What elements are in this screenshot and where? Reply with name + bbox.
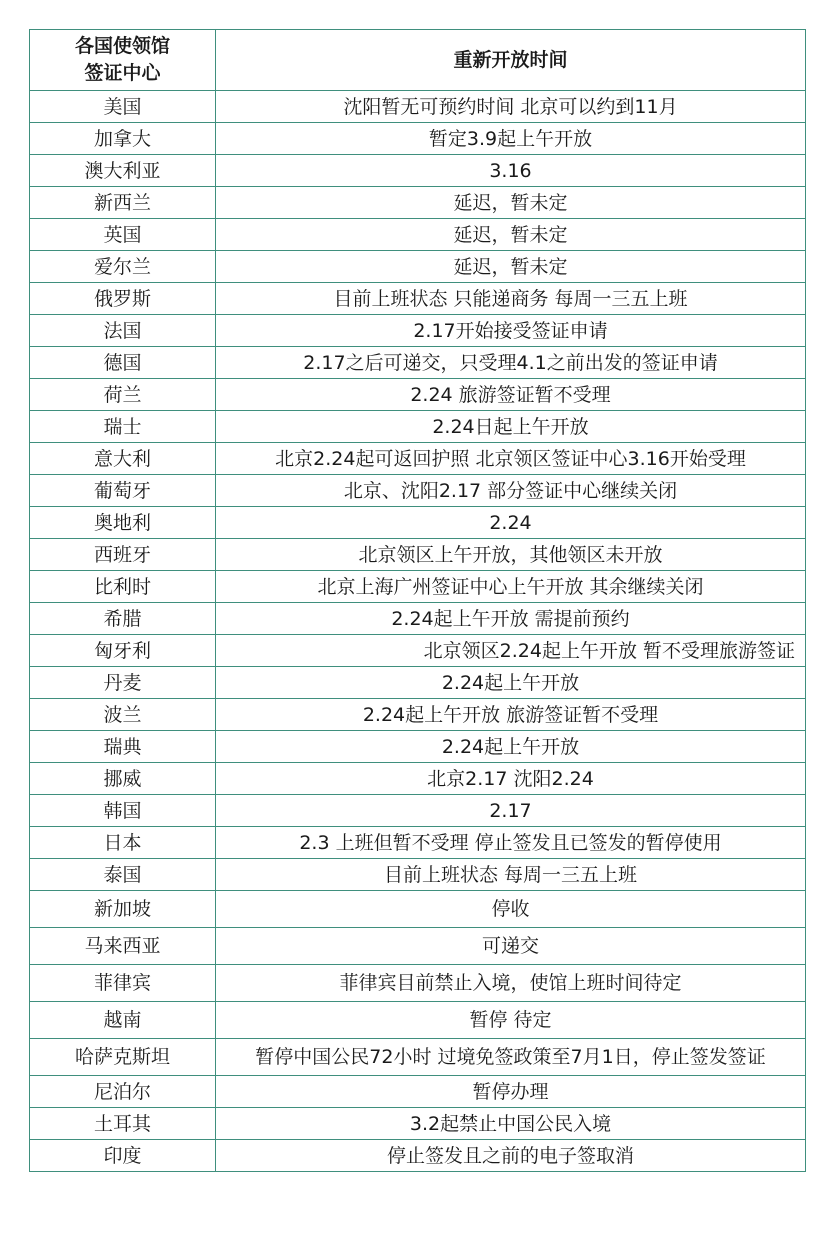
country-cell: 韩国: [30, 795, 216, 827]
reopen-status-cell: 沈阳暂无可预约时间 北京可以约到11月: [216, 91, 806, 123]
reopen-status-cell: 延迟，暂未定: [216, 187, 806, 219]
table-row: [30, 379, 806, 411]
table-row: [30, 1108, 806, 1140]
header-reopen-time-column: 重新开放时间: [216, 30, 806, 91]
country-cell: 法国: [30, 315, 216, 347]
table-row: [30, 667, 806, 699]
table-row: [30, 1039, 806, 1076]
country-cell: 葡萄牙: [30, 475, 216, 507]
reopen-status-cell: 2.24: [216, 507, 806, 539]
reopen-status-cell: 暂停办理: [216, 1076, 806, 1108]
reopen-status-cell: 菲律宾目前禁止入境，使馆上班时间待定: [216, 965, 806, 1002]
country-cell: 新西兰: [30, 187, 216, 219]
header-country-column: [30, 30, 216, 91]
reopen-status-cell: 暂停中国公民72小时 过境免签政策至7月1日，停止签发签证: [216, 1039, 806, 1076]
country-cell: 加拿大: [30, 123, 216, 155]
country-cell: 希腊: [30, 603, 216, 635]
table-row: [30, 91, 806, 123]
table-row: [30, 507, 806, 539]
reopen-status-cell: 2.24 旅游签证暂不受理: [216, 379, 806, 411]
country-cell: 土耳其: [30, 1108, 216, 1140]
reopen-status-cell: 暂停 待定: [216, 1002, 806, 1039]
table-row: [30, 123, 806, 155]
reopen-status-cell: 停收: [216, 891, 806, 928]
country-cell: 泰国: [30, 859, 216, 891]
table-row: [30, 155, 806, 187]
country-cell: 德国: [30, 347, 216, 379]
country-cell: 日本: [30, 827, 216, 859]
country-cell: 澳大利亚: [30, 155, 216, 187]
country-cell: 西班牙: [30, 539, 216, 571]
reopen-status-cell: 2.24起上午开放 需提前预约: [216, 603, 806, 635]
table-row: [30, 731, 806, 763]
country-cell: 印度: [30, 1140, 216, 1172]
country-cell: 奥地利: [30, 507, 216, 539]
table-row: [30, 763, 806, 795]
table-row: [30, 1076, 806, 1108]
country-cell: 菲律宾: [30, 965, 216, 1002]
reopen-status-cell: 3.2起禁止中国公民入境: [216, 1108, 806, 1140]
table-row: [30, 475, 806, 507]
country-cell: 哈萨克斯坦: [30, 1039, 216, 1076]
table-row: [30, 1140, 806, 1172]
reopen-status-cell: 2.24起上午开放 旅游签证暂不受理: [216, 699, 806, 731]
reopen-status-cell: 3.16: [216, 155, 806, 187]
table-row: [30, 827, 806, 859]
country-cell: 比利时: [30, 571, 216, 603]
country-cell: 波兰: [30, 699, 216, 731]
reopen-status-cell: 目前上班状态 每周一三五上班: [216, 859, 806, 891]
country-cell: 美国: [30, 91, 216, 123]
country-cell: 荷兰: [30, 379, 216, 411]
country-cell: 瑞典: [30, 731, 216, 763]
reopen-status-cell: 可递交: [216, 928, 806, 965]
header-country-line2: 签证中心: [84, 62, 161, 84]
reopen-status-cell: 2.3 上班但暂不受理 停止签发且已签发的暂停使用: [216, 827, 806, 859]
country-cell: 匈牙利: [30, 635, 216, 667]
table-row: [30, 795, 806, 827]
table-row: [30, 347, 806, 379]
reopen-status-cell: 北京2.17 沈阳2.24: [216, 763, 806, 795]
country-cell: 瑞士: [30, 411, 216, 443]
table-row: [30, 928, 806, 965]
reopen-status-cell: 2.24起上午开放: [216, 731, 806, 763]
country-cell: 新加坡: [30, 891, 216, 928]
reopen-status-cell: 2.17开始接受签证申请: [216, 315, 806, 347]
table-row: [30, 443, 806, 475]
country-cell: 挪威: [30, 763, 216, 795]
table-header-row: [30, 30, 806, 91]
reopen-status-cell: 2.24日起上午开放: [216, 411, 806, 443]
table-row: [30, 283, 806, 315]
table-row: [30, 965, 806, 1002]
reopen-status-cell: 延迟，暂未定: [216, 251, 806, 283]
reopen-status-cell: 北京领区上午开放，其他领区未开放: [216, 539, 806, 571]
table-row: [30, 699, 806, 731]
country-cell: 尼泊尔: [30, 1076, 216, 1108]
reopen-status-cell: 北京、沈阳2.17 部分签证中心继续关闭: [216, 475, 806, 507]
reopen-status-cell: 北京2.24起可返回护照 北京领区签证中心3.16开始受理: [216, 443, 806, 475]
reopen-status-cell: 延迟，暂未定: [216, 219, 806, 251]
reopen-status-cell: 北京上海广州签证中心上午开放 其余继续关闭: [216, 571, 806, 603]
country-cell: 英国: [30, 219, 216, 251]
country-cell: 爱尔兰: [30, 251, 216, 283]
table-row: [30, 603, 806, 635]
reopen-status-cell: 暂定3.9起上午开放: [216, 123, 806, 155]
table-row: [30, 891, 806, 928]
visa-reopening-table: [29, 29, 806, 1172]
table-row: [30, 411, 806, 443]
table-row: [30, 187, 806, 219]
table-row: [30, 219, 806, 251]
table-row: [30, 635, 806, 667]
reopen-status-cell: 停止签发且之前的电子签取消: [216, 1140, 806, 1172]
country-cell: 越南: [30, 1002, 216, 1039]
table-row: [30, 859, 806, 891]
country-cell: 丹麦: [30, 667, 216, 699]
country-cell: 意大利: [30, 443, 216, 475]
table-row: [30, 539, 806, 571]
reopen-status-cell: 北京领区2.24起上午开放 暂不受理旅游签证: [216, 635, 806, 667]
header-country-line1: 各国使领馆: [74, 35, 170, 57]
reopen-status-cell: 目前上班状态 只能递商务 每周一三五上班: [216, 283, 806, 315]
table-row: [30, 315, 806, 347]
reopen-status-cell: 2.24起上午开放: [216, 667, 806, 699]
table-row: [30, 251, 806, 283]
table-row: [30, 1002, 806, 1039]
country-cell: 俄罗斯: [30, 283, 216, 315]
reopen-status-cell: 2.17之后可递交，只受理4.1之前出发的签证申请: [216, 347, 806, 379]
country-cell: 马来西亚: [30, 928, 216, 965]
reopen-status-cell: 2.17: [216, 795, 806, 827]
table-row: [30, 571, 806, 603]
